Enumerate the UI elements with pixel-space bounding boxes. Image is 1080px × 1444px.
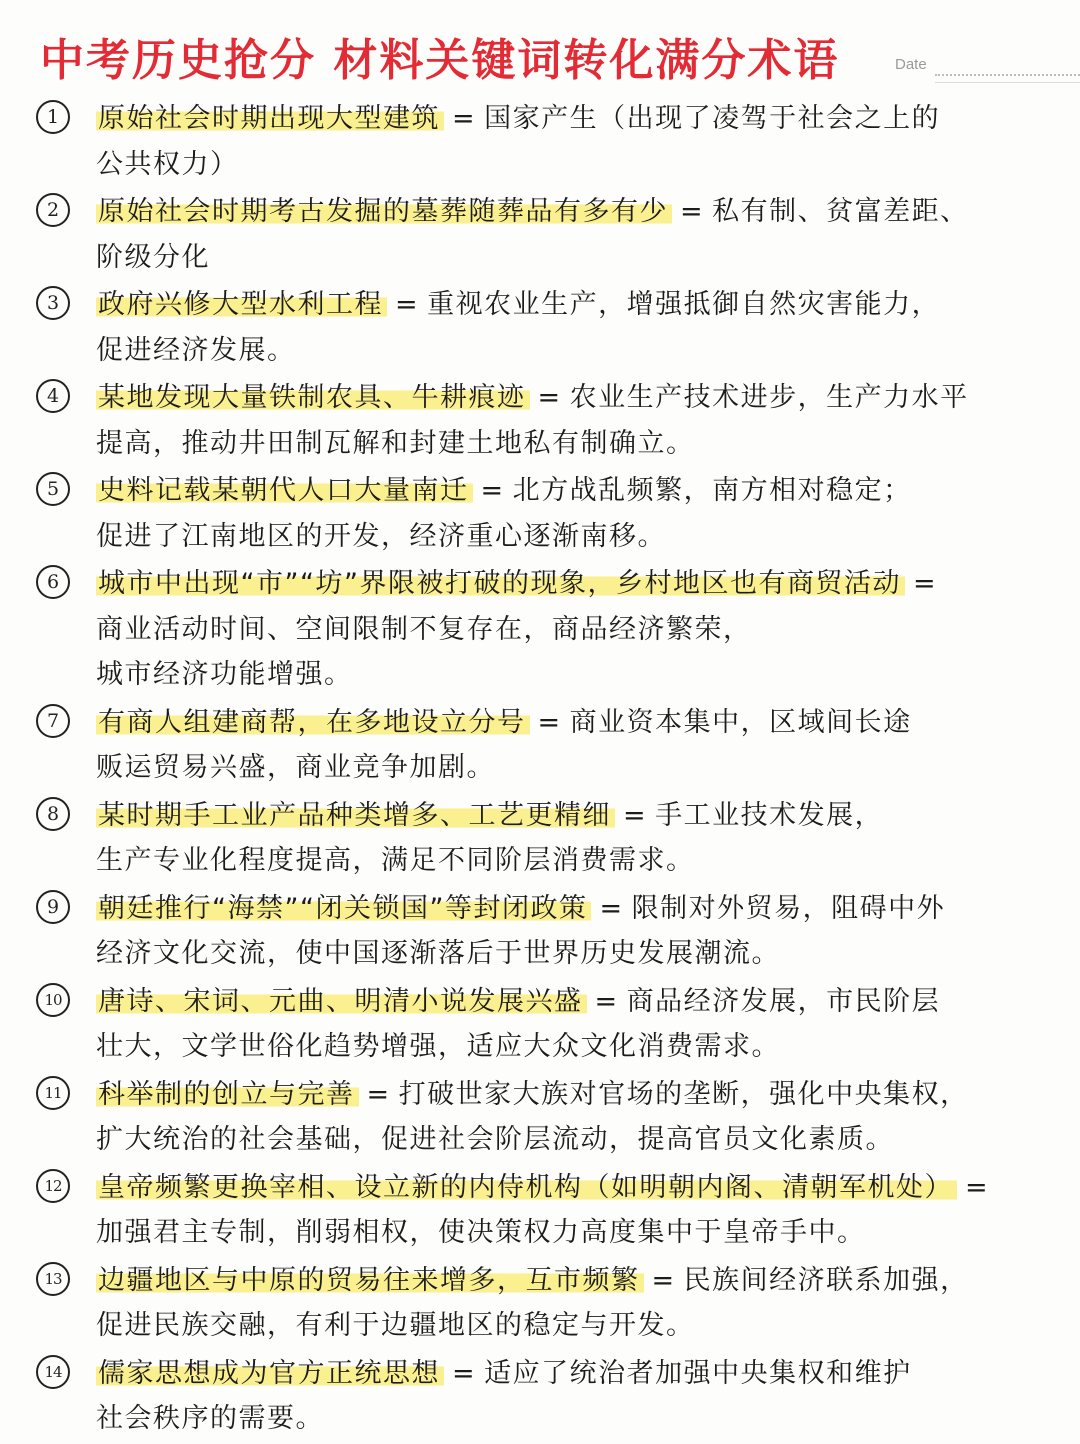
item-line bbox=[96, 886, 1056, 932]
item-line: 加强君主专制，削弱相权，使决策权力高度集中于皇帝手中。 bbox=[96, 1217, 866, 1248]
page-title: 中考历史抢分 材料关键词转化满分术语 bbox=[40, 35, 840, 86]
item-number-badge: 9 bbox=[36, 890, 70, 924]
item-number-badge: 8 bbox=[36, 797, 70, 831]
list-item bbox=[0, 793, 1080, 884]
keyword-highlight: 唐诗、宋词、元曲、明清小说发展兴盛 bbox=[96, 986, 587, 1017]
item-line: 经济文化交流，使中国逐渐落后于世界历史发展潮流。 bbox=[96, 938, 780, 969]
item-line: 阶级分化 bbox=[96, 241, 210, 273]
item-line: 贩运贸易兴盛，商业竞争加剧。 bbox=[96, 752, 495, 783]
list-item bbox=[0, 886, 1080, 977]
item-line: 促进经济发展。 bbox=[96, 334, 296, 366]
item-list bbox=[0, 96, 1080, 1444]
item-line: 促进民族交融，有利于边疆地区的稳定与开发。 bbox=[96, 1310, 695, 1341]
item-line: 社会秩序的需要。 bbox=[96, 1403, 324, 1434]
equals-sign: = bbox=[452, 1357, 477, 1389]
keyword-highlight: 皇帝频繁更换宰相、设立新的内侍机构（如明朝内阁、清朝军机处） bbox=[96, 1172, 957, 1203]
item-line bbox=[96, 561, 1056, 607]
list-item bbox=[0, 1165, 1080, 1256]
keyword-highlight: 有商人组建商帮，在多地设立分号 bbox=[96, 707, 530, 738]
item-line: 提高，推动井田制瓦解和封建土地私有制确立。 bbox=[96, 427, 695, 459]
date-label: Date bbox=[895, 56, 927, 73]
equals-sign: = bbox=[537, 706, 562, 738]
keyword-highlight: 边疆地区与中原的贸易往来增多，互市频繁 bbox=[96, 1265, 644, 1296]
item-line bbox=[96, 375, 1056, 421]
equals-sign: = bbox=[366, 1078, 391, 1110]
item-text: 适应了统治者加强中央集权和维护 bbox=[484, 1357, 912, 1389]
item-line bbox=[96, 1165, 1056, 1211]
keyword-highlight: 儒家思想成为官方正统思想 bbox=[96, 1358, 444, 1389]
equals-sign: = bbox=[623, 799, 648, 831]
item-line bbox=[96, 96, 1056, 142]
list-item bbox=[0, 189, 1080, 280]
equals-sign: = bbox=[537, 382, 562, 413]
equals-sign: = bbox=[965, 1171, 990, 1203]
equals-sign: = bbox=[651, 1264, 676, 1296]
date-underline bbox=[935, 82, 1080, 83]
list-item bbox=[0, 1258, 1080, 1349]
item-line: 促进了江南地区的开发，经济重心逐渐南移。 bbox=[96, 520, 666, 552]
item-number-badge: 12 bbox=[36, 1169, 70, 1203]
equals-sign: = bbox=[594, 985, 619, 1017]
item-line: 生产专业化程度提高，满足不同阶层消费需求。 bbox=[96, 845, 695, 876]
item-number-badge: 7 bbox=[36, 704, 70, 738]
item-number-badge: 4 bbox=[36, 379, 70, 413]
item-line: 城市经济功能增强。 bbox=[96, 659, 353, 690]
item-line: 公共权力） bbox=[96, 148, 239, 180]
item-line bbox=[96, 1072, 1056, 1118]
equals-sign: = bbox=[452, 103, 477, 134]
equals-sign: = bbox=[480, 475, 505, 506]
keyword-highlight: 原始社会时期出现大型建筑 bbox=[96, 103, 444, 134]
item-text: 国家产生（出现了凌驾于社会之上的 bbox=[484, 103, 941, 134]
keyword-highlight: 政府兴修大型水利工程 bbox=[96, 289, 387, 320]
keyword-highlight: 城市中出现“市”“坊”界限被打破的现象，乡村地区也有商贸活动 bbox=[96, 568, 905, 599]
equals-sign: = bbox=[680, 196, 705, 227]
item-line bbox=[96, 282, 1056, 328]
keyword-highlight: 某时期手工业产品种类增多、工艺更精细 bbox=[96, 800, 615, 831]
item-number-badge: 10 bbox=[36, 983, 70, 1017]
list-item bbox=[0, 468, 1080, 559]
date-dotted-line bbox=[935, 74, 1080, 76]
keyword-highlight: 原始社会时期考古发掘的墓葬随葬品有多有少 bbox=[96, 196, 672, 227]
item-text: 农业生产技术进步，生产力水平 bbox=[569, 382, 969, 413]
item-line bbox=[96, 700, 1056, 746]
list-item bbox=[0, 96, 1080, 187]
item-line bbox=[96, 468, 1056, 514]
item-text: 北方战乱频繁，南方相对稳定； bbox=[512, 475, 912, 506]
item-number-badge: 2 bbox=[36, 193, 70, 227]
equals-sign: = bbox=[599, 892, 624, 924]
list-item bbox=[0, 561, 1080, 698]
equals-sign: = bbox=[912, 568, 938, 599]
item-text: 商业资本集中，区域间长途 bbox=[569, 706, 912, 738]
list-item bbox=[0, 1072, 1080, 1163]
item-text: 重视农业生产，增强抵御自然灾害能力， bbox=[427, 289, 941, 320]
item-line bbox=[96, 793, 1056, 839]
item-number-badge: 1 bbox=[36, 100, 70, 134]
item-number-badge: 3 bbox=[36, 286, 70, 320]
item-line bbox=[96, 189, 1056, 235]
item-text: 私有制、贫富差距、 bbox=[712, 196, 969, 227]
item-line bbox=[96, 1351, 1056, 1397]
item-number-badge: 11 bbox=[36, 1076, 70, 1110]
item-text: 限制对外贸易，阻碍中外 bbox=[631, 892, 946, 924]
item-line: 商业活动时间、空间限制不复存在，商品经济繁荣， bbox=[96, 613, 752, 645]
item-number-badge: 6 bbox=[36, 565, 70, 599]
item-line bbox=[96, 979, 1056, 1025]
item-number-badge: 5 bbox=[36, 472, 70, 506]
list-item bbox=[0, 979, 1080, 1070]
item-text: 手工业技术发展， bbox=[655, 799, 884, 831]
list-item bbox=[0, 282, 1080, 373]
keyword-highlight: 科举制的创立与完善 bbox=[96, 1079, 359, 1110]
list-item bbox=[0, 700, 1080, 791]
item-line: 扩大统治的社会基础，促进社会阶层流动，提高官员文化素质。 bbox=[96, 1124, 894, 1155]
item-text: 民族间经济联系加强， bbox=[683, 1264, 969, 1296]
list-item bbox=[0, 1351, 1080, 1442]
item-line: 壮大，文学世俗化趋势增强，适应大众文化消费需求。 bbox=[96, 1031, 780, 1062]
item-line bbox=[96, 1258, 1056, 1304]
item-number-badge: 13 bbox=[36, 1262, 70, 1296]
item-text: 商品经济发展，市民阶层 bbox=[626, 985, 941, 1017]
keyword-highlight: 某地发现大量铁制农具、牛耕痕迹 bbox=[96, 382, 530, 413]
keyword-highlight: 朝廷推行“海禁”“闭关锁国”等封闭政策 bbox=[96, 893, 591, 924]
list-item bbox=[0, 375, 1080, 466]
equals-sign: = bbox=[395, 289, 420, 320]
page-header bbox=[40, 22, 1060, 86]
keyword-highlight: 史料记载某朝代人口大量南迁 bbox=[96, 475, 473, 506]
item-number-badge: 14 bbox=[36, 1355, 70, 1389]
item-text: 打破世家大族对官场的垄断，强化中央集权， bbox=[398, 1078, 969, 1110]
